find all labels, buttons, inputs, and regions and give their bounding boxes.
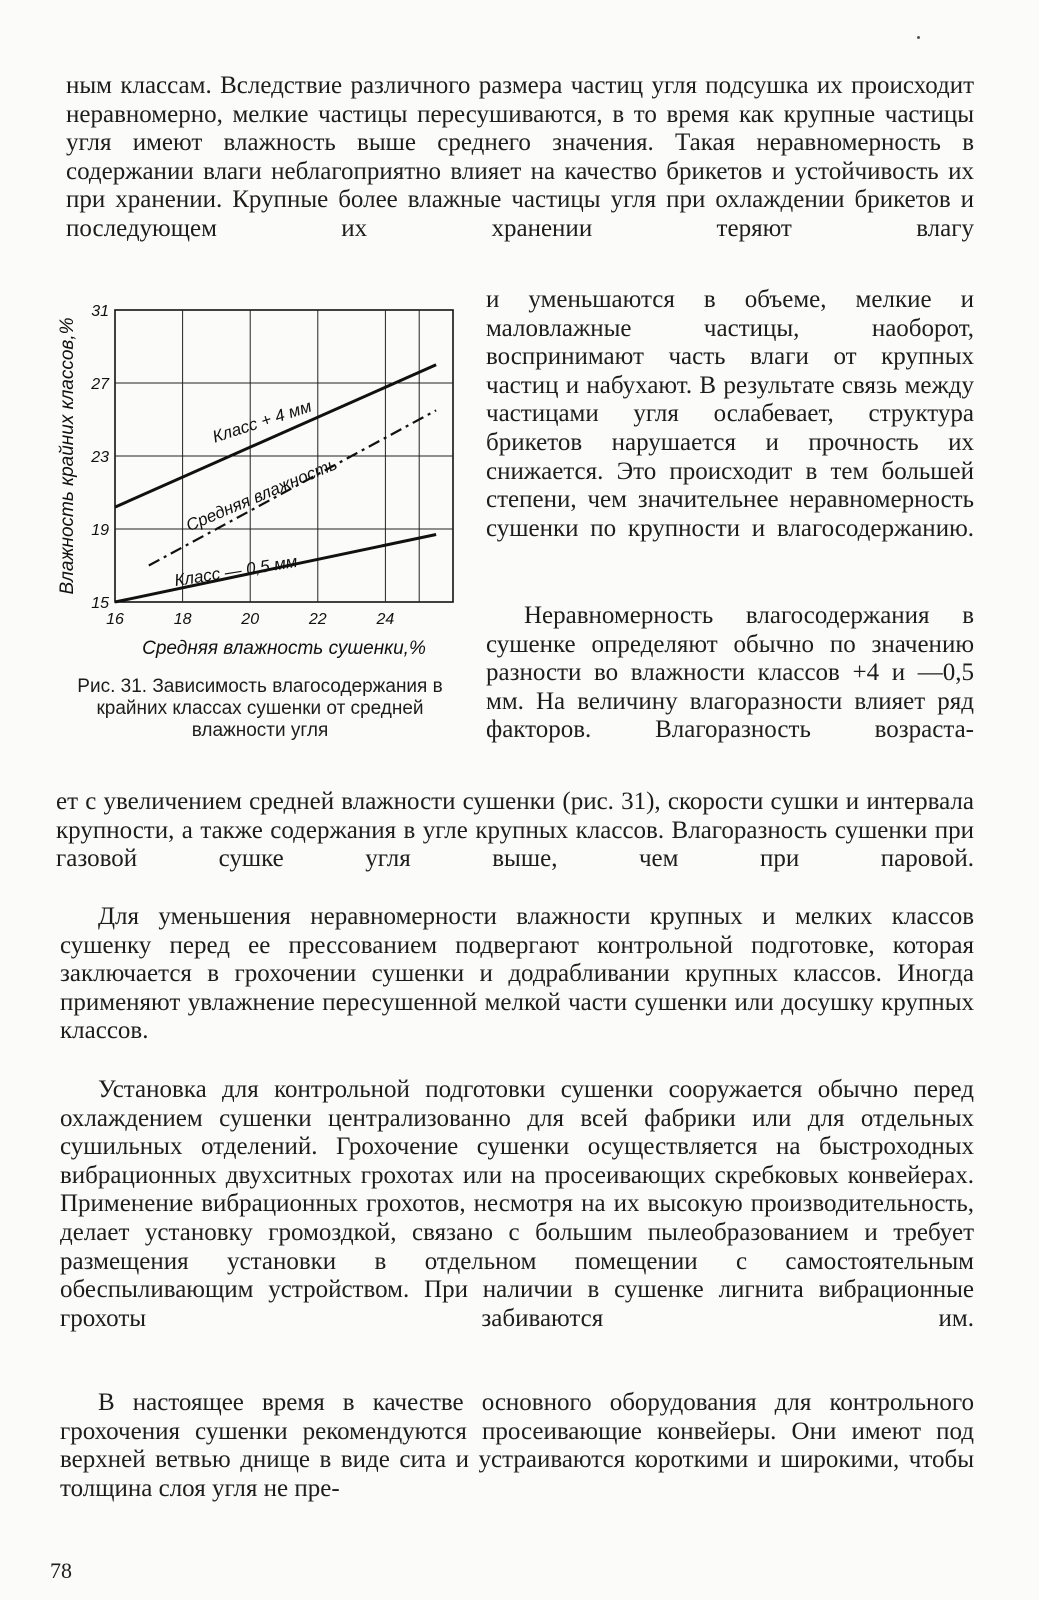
x-tick-label: 22 [308, 611, 327, 628]
moisture-chart [55, 290, 475, 670]
y-tick-label: 27 [91, 376, 109, 393]
x-axis-label: Средняя влажность сушенки,% [142, 638, 426, 659]
page-number: 78 [50, 1558, 72, 1583]
figure-31 [55, 290, 475, 670]
y-tick-label: 31 [91, 303, 109, 320]
series-label: Класс + 4 мм [210, 396, 314, 447]
paragraph-1-continued: и уменьшаются в объеме, мелкие и маловлажные частицы, наоборот, воспринимают часть влаги от крупных частиц и набухают. В результате связь между частицами угля ослабевает, структура брикетов нарушается и прочность их снижается. Это происходит в тем большей степени, чем значительнее неравномерность сушенки по крупности и влагосодержанию. [486, 286, 974, 542]
paragraph-5: В настоящее время в качестве основного оборудования для контрольного грохочения сушенки рекомендуются просеивающие конвейеры. Они имеют под верхней ветвью днище в виде сита и устраиваются короткими и широкими, чтобы толщина слоя угля не пре- [60, 1389, 974, 1502]
x-tick-label: 16 [106, 611, 124, 628]
speck [917, 36, 920, 39]
x-tick-label: 20 [241, 611, 260, 628]
paragraph-4: Установка для контрольной подготовки сушенки сооружается обычно перед охлаждением сушенки централизованно для всей фабрики или для отдельных сушильных отделений. Грохочение сушенки осуществляется на быстроходных вибрационных двухситных грохотах или на просеивающих скребковых конвейерах. Применение вибрационных грохотов, несмотря на их высокую производительность, делает установку громоздкой, связано с большим пылеобразованием и требует размещения установки в отдельном помещении с самостоятельным обеспыливающим устройством. При наличии в сушенке лигнита вибрационные грохоты забиваются им. [60, 1076, 974, 1332]
y-tick-label: 23 [91, 449, 109, 466]
y-tick-label: 19 [91, 522, 109, 539]
paragraph-3: Для уменьшения неравномерности влажности крупных и мелких классов сушенку перед ее прессованием подвергают контрольной подготовке, которая заключается в грохочении сушенки и додрабливании крупных классов. Иногда применяют увлажнение пересушенной мелкой части сушенки или досушку крупных классов. [60, 903, 974, 1045]
series-label: Средняя влажность [183, 454, 340, 536]
x-tick-label: 18 [173, 611, 192, 628]
series-label: Класс — 0,5 мм [173, 551, 299, 591]
paragraph-1: ным классам. Вследствие различного размера частиц угля подсушка их происходит неравномерно, мелкие частицы пересушиваются, в то время как крупные частицы угля имеют влажность выше среднего значения. Такая неравномерность в содержании влаги неблагоприятно влияет на качество брикетов и устойчивость их при хранении. Крупные более влажные частицы угля при охлаждении брикетов и последующем их хранении теряют влагу [66, 72, 974, 242]
x-tick-label: 24 [376, 611, 395, 628]
y-axis-label: Влажность крайних классов,% [57, 317, 78, 595]
y-tick-label: 15 [91, 595, 109, 612]
figure-caption: Рис. 31. Зависимость влагосодержания в крайних классах сушенки от средней влажности угля [77, 676, 443, 741]
paragraph-2-continued: ет с увеличением средней влажности сушенки (рис. 31), скорости сушки и интервала крупности, а также содержания в угле крупных классов. Влагоразность сушенки при газовой сушке угля выше, чем при паровой. [56, 788, 974, 873]
paragraph-2: Неравномерность влагосодержания в сушенке определяют обычно по значению разности во влажности классов +4 и —0,5 мм. На величину влагоразности влияет ряд факторов. Влагоразность возраста- [486, 602, 974, 744]
